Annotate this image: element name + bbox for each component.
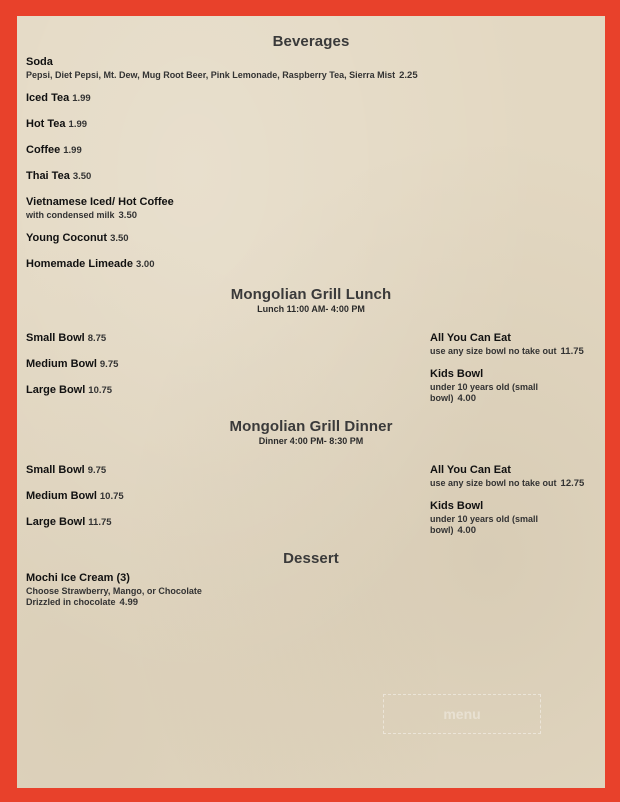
menu-item-soda <box>26 52 418 81</box>
item-price: 9.75 <box>99 359 119 370</box>
item-price: 4.99 <box>119 597 139 608</box>
item-price: 9.75 <box>87 465 107 476</box>
item-description: under 10 years old (small <box>430 382 539 392</box>
item-description: bowl) 4.00 <box>430 393 476 404</box>
item-name: Medium Bowl <box>26 490 97 502</box>
menu-item-homemade-limeade <box>26 254 154 272</box>
item-description: Pepsi, Diet Pepsi, Mt. Dew, Mug Root Beer, Pink Lemonade, Raspberry Tea, Sierra Mist 2.25 <box>26 70 418 81</box>
menu-item-young-coconut <box>26 228 129 246</box>
item-name: Coffee <box>26 144 61 156</box>
item-name: All You Can Eat <box>430 332 511 344</box>
item-name: Iced Tea <box>26 92 70 104</box>
menu-item-thai-tea <box>26 166 91 184</box>
lunch-item-large-bowl <box>26 380 112 398</box>
item-price: 8.75 <box>87 333 107 344</box>
item-price: 12.75 <box>560 478 585 489</box>
item-price: 3.50 <box>72 171 92 182</box>
item-price: 10.75 <box>88 385 113 396</box>
dinner-item-small-bowl <box>26 460 106 478</box>
dessert-heading: Dessert <box>283 550 339 567</box>
dinner-item-medium-bowl <box>26 486 124 504</box>
item-name: Soda <box>26 56 53 68</box>
item-name: Medium Bowl <box>26 358 97 370</box>
dinner-item-kids-bowl <box>430 496 538 536</box>
watermark-logo: menu <box>383 694 541 734</box>
item-name: Hot Tea <box>26 118 66 130</box>
lunch-hours: Lunch 11:00 AM- 4:00 PM <box>257 304 365 314</box>
dessert-item-mochi-ice-cream <box>26 568 202 608</box>
item-description: with condensed milk 3.50 <box>26 210 138 221</box>
lunch-heading: Mongolian Grill Lunch <box>230 286 392 303</box>
item-price: 1.99 <box>68 119 88 130</box>
item-price: 4.00 <box>457 393 476 404</box>
item-price: 3.50 <box>118 210 138 221</box>
menu-item-iced-tea <box>26 88 91 106</box>
item-name: Thai Tea <box>26 170 70 182</box>
dinner-hours: Dinner 4:00 PM- 8:30 PM <box>258 436 364 446</box>
menu-item-coffee <box>26 140 82 158</box>
item-name: Small Bowl <box>26 464 85 476</box>
item-price: 10.75 <box>99 491 124 502</box>
item-description: use any size bowl no take out 11.75 <box>430 346 584 357</box>
item-name: All You Can Eat <box>430 464 511 476</box>
item-description: Drizzled in chocolate 4.99 <box>26 597 139 608</box>
item-name: Large Bowl <box>26 516 86 528</box>
item-name: Kids Bowl <box>430 500 484 512</box>
menu-item-vietnamese-coffee <box>26 192 174 221</box>
item-price: 1.99 <box>63 145 82 156</box>
item-description: Choose Strawberry, Mango, or Chocolate <box>26 586 202 596</box>
lunch-item-medium-bowl <box>26 354 118 372</box>
item-name: Kids Bowl <box>430 368 484 380</box>
item-price: 11.75 <box>88 517 112 528</box>
item-price: 3.00 <box>135 259 155 270</box>
item-price: 2.25 <box>399 70 418 81</box>
item-name: Vietnamese Iced/ Hot Coffee <box>26 196 174 208</box>
item-description: under 10 years old (small <box>430 514 539 524</box>
item-price: 11.75 <box>560 346 584 357</box>
lunch-item-kids-bowl <box>430 364 538 404</box>
item-price: 3.50 <box>110 233 129 244</box>
lunch-item-small-bowl <box>26 328 106 346</box>
beverages-heading: Beverages <box>272 33 350 50</box>
item-description: use any size bowl no take out 12.75 <box>430 478 585 489</box>
dinner-item-large-bowl <box>26 512 112 530</box>
item-name: Small Bowl <box>26 332 85 344</box>
item-name: Mochi Ice Cream (3) <box>26 572 130 584</box>
item-price: 1.99 <box>72 93 91 104</box>
menu-item-hot-tea <box>26 114 87 132</box>
menu-page <box>17 16 605 788</box>
dinner-heading: Mongolian Grill Dinner <box>229 418 393 435</box>
item-name: Young Coconut <box>26 232 108 244</box>
item-description: bowl) 4.00 <box>430 525 476 536</box>
lunch-item-all-you-can-eat <box>430 328 584 357</box>
dinner-item-all-you-can-eat <box>430 460 584 489</box>
item-name: Large Bowl <box>26 384 86 396</box>
item-name: Homemade Limeade <box>26 258 133 270</box>
item-price: 4.00 <box>457 525 476 536</box>
